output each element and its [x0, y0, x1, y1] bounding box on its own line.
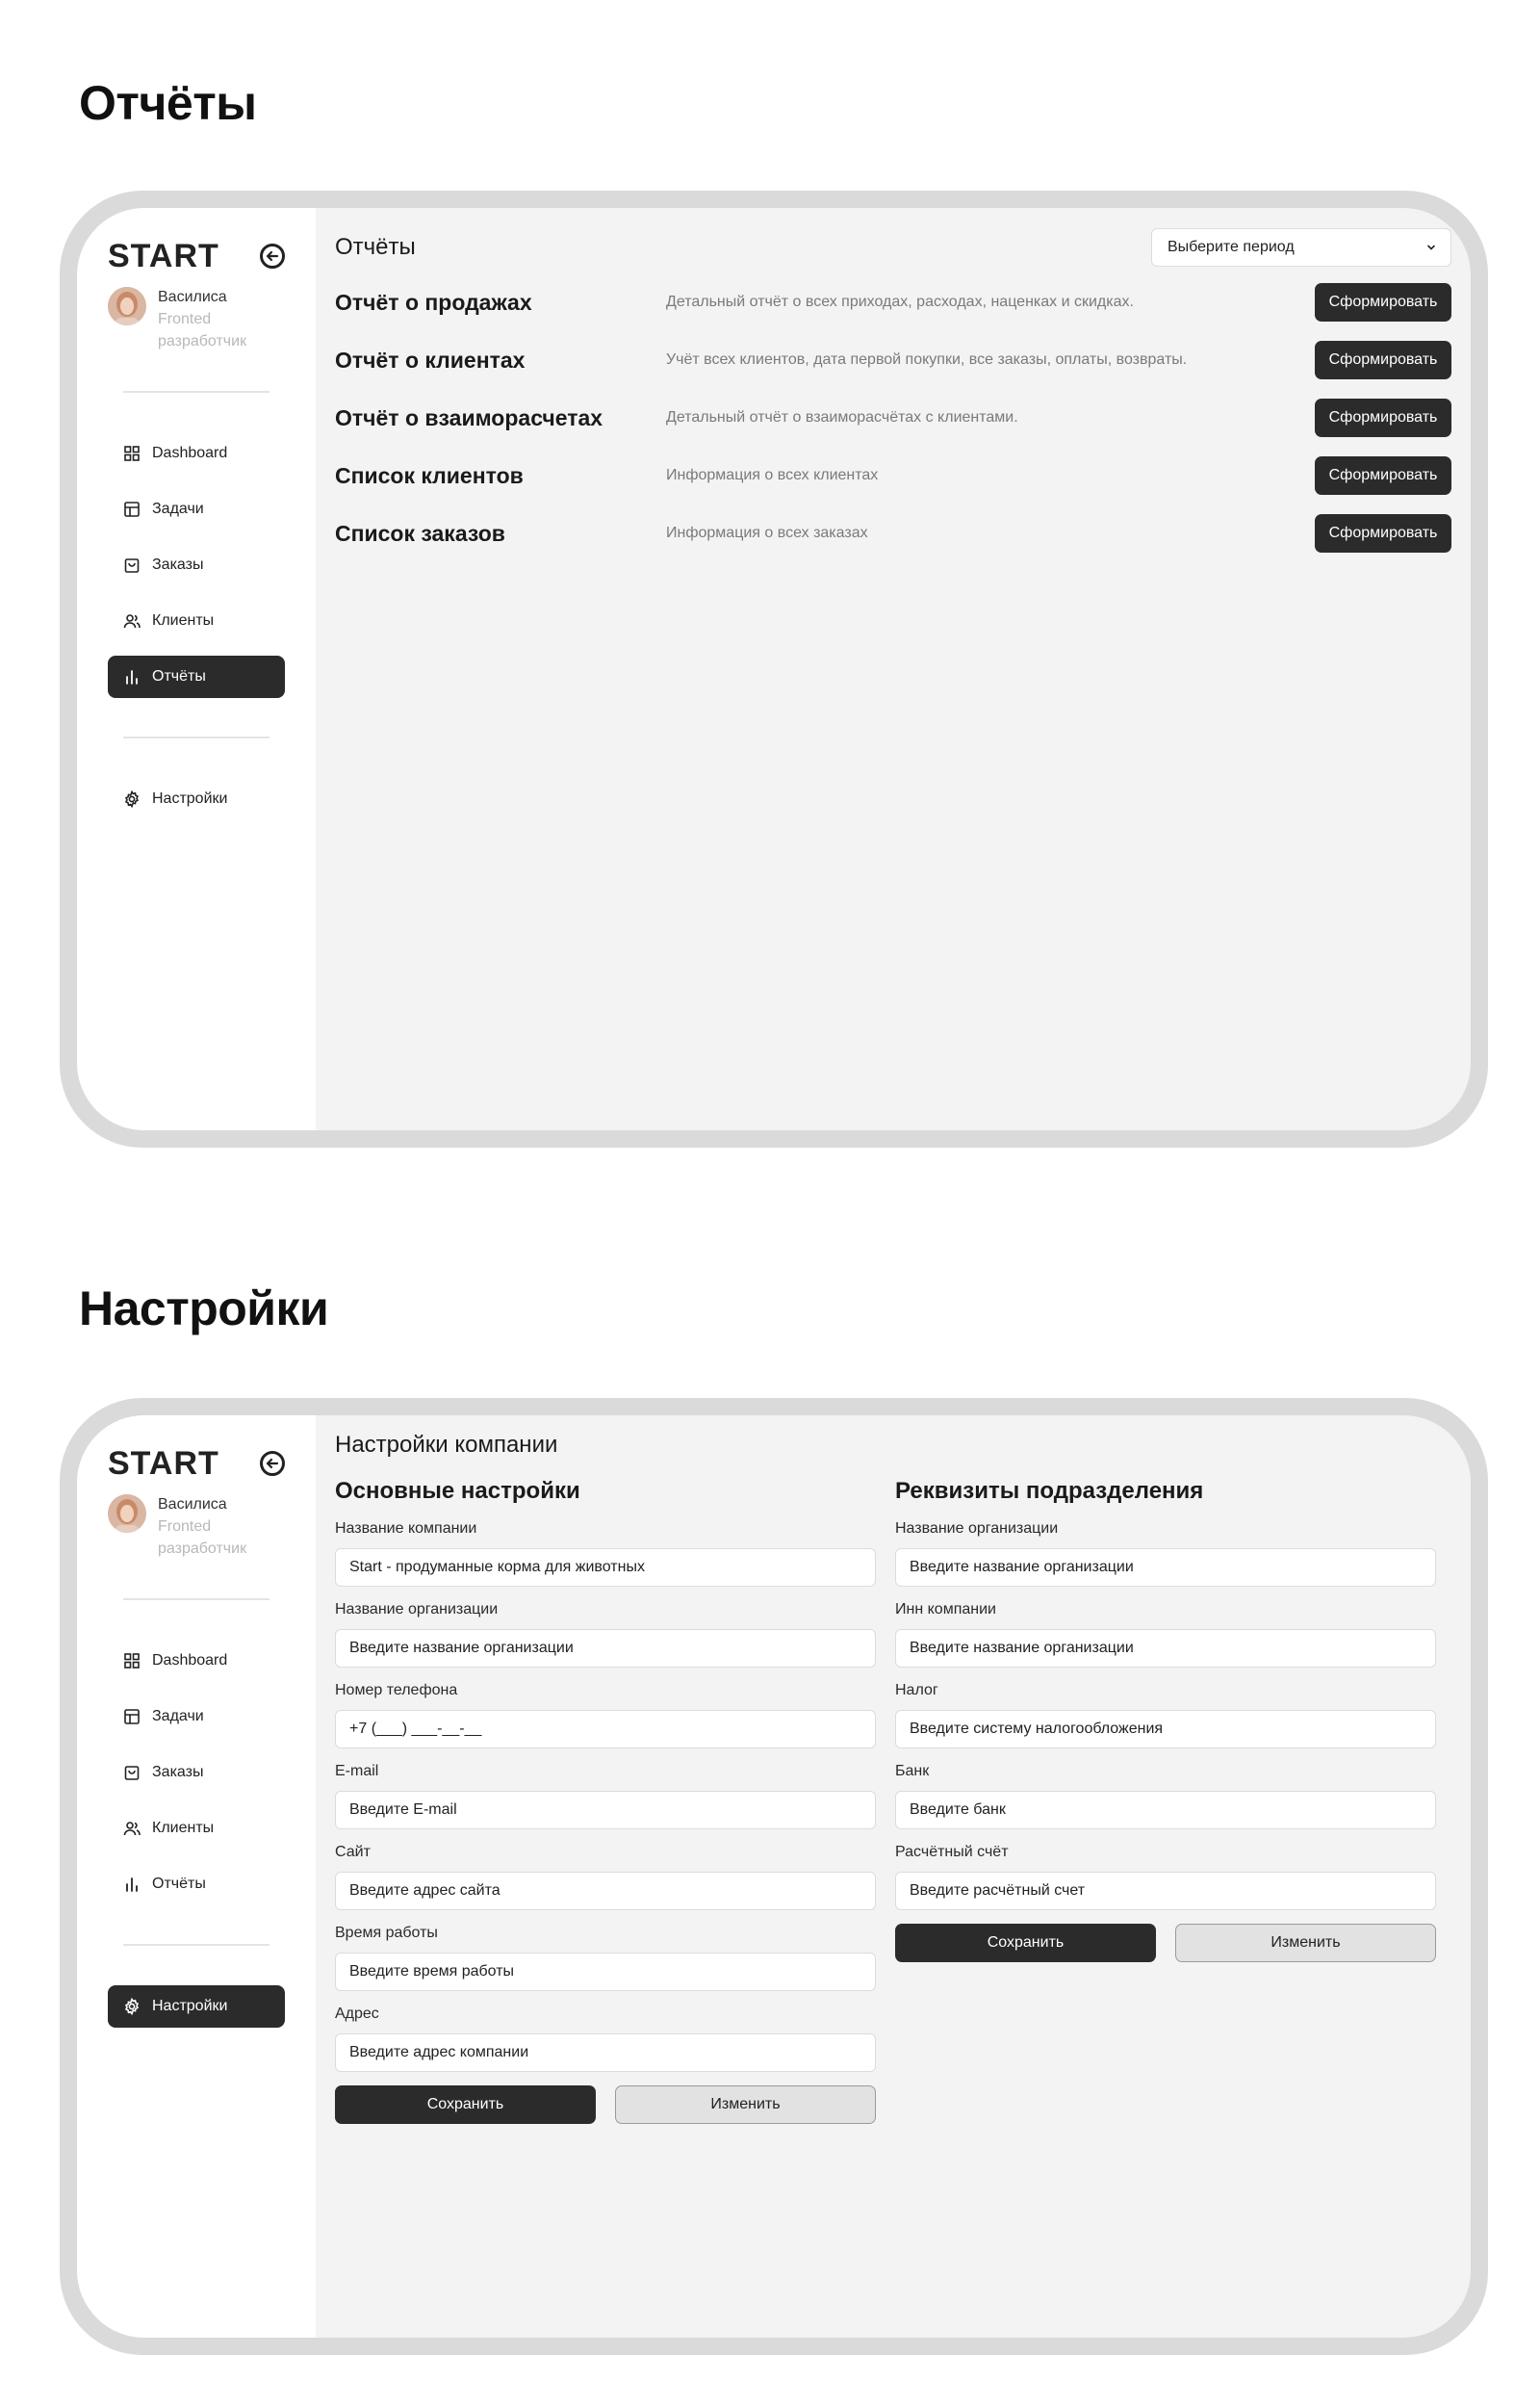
- sidebar-nav-secondary: [108, 1985, 285, 2028]
- report-name: Список клиентов: [335, 462, 524, 488]
- field-organization-name: [335, 1600, 876, 1668]
- field-label: Название организации: [335, 1601, 499, 1618]
- main-settings-column: [335, 1477, 876, 2124]
- company-name-input[interactable]: Start - продуманные корма для животных: [335, 1548, 876, 1587]
- user-profile[interactable]: [108, 287, 285, 352]
- sidebar-item-label: Отчёты: [152, 668, 206, 685]
- settings-columns: [335, 1477, 1451, 2124]
- screen-settings: [77, 1415, 1471, 2338]
- user-name: Василиса: [158, 1496, 227, 1513]
- sidebar-nav: [108, 1640, 285, 1905]
- generate-report-button[interactable]: Сформировать: [1315, 341, 1451, 379]
- arrow-left-icon: [266, 249, 279, 263]
- generate-report-button[interactable]: Сформировать: [1315, 456, 1451, 495]
- report-name: Отчёт о продажах: [335, 289, 532, 315]
- field-label: Адрес: [335, 2006, 379, 2022]
- field-label: Расчётный счёт: [895, 1844, 1009, 1860]
- field-label: E-mail: [335, 1763, 379, 1779]
- user-name: Василиса: [158, 289, 227, 305]
- brand-logo: START: [108, 1444, 219, 1482]
- report-name: Отчёт о взаиморасчетах: [335, 404, 603, 430]
- page-title: Настройки компании: [335, 1432, 558, 1458]
- report-row: [335, 283, 1451, 322]
- section-title-settings: Настройки: [79, 1281, 329, 1335]
- table-icon: [123, 1708, 141, 1725]
- edit-button[interactable]: Изменить: [1175, 1924, 1436, 1962]
- report-description: Информация о всех заказах: [666, 525, 868, 541]
- report-name: Список заказов: [335, 520, 505, 546]
- save-button[interactable]: Сохранить: [335, 2085, 596, 2124]
- gear-icon: [123, 1998, 141, 2015]
- email-input[interactable]: Введите E-mail: [335, 1791, 876, 1829]
- bar-chart-icon: [123, 668, 141, 686]
- field-phone: [335, 1681, 876, 1748]
- user-role: Fronted разработчик: [158, 1518, 247, 1557]
- sidebar-item-label: Клиенты: [152, 612, 215, 629]
- field-bank: [895, 1762, 1436, 1829]
- divider: [123, 1598, 270, 1600]
- requisites-column: [895, 1477, 1436, 2124]
- working-hours-input[interactable]: Введите время работы: [335, 1953, 876, 1991]
- gear-icon: [123, 790, 141, 808]
- sidebar: [77, 1415, 316, 2338]
- section-heading: Основные настройки: [335, 1478, 580, 1504]
- bag-icon: [123, 1764, 141, 1781]
- address-input[interactable]: Введите адрес компании: [335, 2033, 876, 2072]
- sidebar-item-settings[interactable]: [108, 1985, 285, 2028]
- sidebar-item-label: Dashboard: [152, 1652, 228, 1669]
- sidebar-item-label: Заказы: [152, 556, 204, 573]
- phone-input[interactable]: +7 (___) ___-__-__: [335, 1710, 876, 1748]
- field-inn: [895, 1600, 1436, 1668]
- sidebar-item-label: Заказы: [152, 1764, 204, 1780]
- save-button[interactable]: Сохранить: [895, 1924, 1156, 1962]
- report-row: [335, 399, 1451, 437]
- section-heading: Реквизиты подразделения: [895, 1478, 1204, 1504]
- field-tax: [895, 1681, 1436, 1748]
- report-description: Детальный отчёт о всех приходах, расходах, наценках и скидках.: [666, 294, 1134, 310]
- brand-row: [108, 1444, 285, 1483]
- report-description: Детальный отчёт о взаиморасчётах с клиентами.: [666, 409, 1018, 426]
- divider: [123, 391, 270, 393]
- field-label: Инн компании: [895, 1601, 996, 1618]
- brand-logo: START: [108, 237, 219, 274]
- sidebar-nav: [108, 432, 285, 698]
- field-label: Время работы: [335, 1925, 438, 1941]
- sidebar-item-orders[interactable]: [108, 544, 285, 586]
- bar-chart-icon: [123, 1876, 141, 1893]
- org-name-input[interactable]: Введите название организации: [895, 1548, 1436, 1587]
- user-profile[interactable]: [108, 1494, 285, 1560]
- collapse-sidebar-button[interactable]: [260, 244, 285, 269]
- generate-report-button[interactable]: Сформировать: [1315, 514, 1451, 553]
- collapse-sidebar-button[interactable]: [260, 1451, 285, 1476]
- field-working-hours: [335, 1924, 876, 1991]
- period-select-value: Выберите период: [1168, 239, 1295, 255]
- report-description: Информация о всех клиентах: [666, 467, 879, 483]
- field-email: [335, 1762, 876, 1829]
- divider: [123, 737, 270, 738]
- sidebar-item-settings[interactable]: [108, 778, 285, 820]
- bank-input[interactable]: Введите банк: [895, 1791, 1436, 1829]
- device-frame-settings: [60, 1398, 1488, 2355]
- sidebar-item-label: Настройки: [152, 1998, 228, 2014]
- tax-input[interactable]: Введите систему налогообложения: [895, 1710, 1436, 1748]
- sidebar-item-dashboard[interactable]: [108, 432, 285, 475]
- avatar: [108, 1494, 146, 1533]
- edit-button[interactable]: Изменить: [615, 2085, 876, 2124]
- sidebar-item-dashboard[interactable]: [108, 1640, 285, 1682]
- field-account: [895, 1843, 1436, 1910]
- sidebar-item-reports[interactable]: [108, 1863, 285, 1905]
- users-icon: [123, 612, 141, 630]
- reports-list: [335, 283, 1451, 553]
- generate-report-button[interactable]: Сформировать: [1315, 283, 1451, 322]
- sidebar: [77, 208, 316, 1130]
- field-website: [335, 1843, 876, 1910]
- sidebar-item-orders[interactable]: [108, 1751, 285, 1794]
- field-address: [335, 2005, 876, 2072]
- sidebar-item-label: Отчёты: [152, 1876, 206, 1892]
- settings-main: [316, 1415, 1471, 2338]
- report-row: [335, 514, 1451, 553]
- sidebar-item-clients[interactable]: [108, 1807, 285, 1850]
- account-input[interactable]: Введите расчётный счет: [895, 1872, 1436, 1910]
- page-title: Отчёты: [335, 234, 416, 260]
- sidebar-item-label: Dashboard: [152, 445, 228, 461]
- sidebar-nav-secondary: [108, 778, 285, 820]
- sidebar-item-label: Задачи: [152, 1708, 204, 1724]
- section-title-reports: Отчёты: [79, 76, 257, 130]
- sidebar-item-clients[interactable]: [108, 600, 285, 642]
- users-icon: [123, 1820, 141, 1837]
- sidebar-item-label: Задачи: [152, 501, 204, 517]
- field-company-name: [335, 1519, 876, 1587]
- chevron-down-icon: [1425, 242, 1437, 253]
- period-select[interactable]: [1151, 228, 1451, 267]
- field-label: Название компании: [335, 1520, 477, 1537]
- generate-report-button[interactable]: Сформировать: [1315, 399, 1451, 437]
- sidebar-item-label: Клиенты: [152, 1820, 215, 1836]
- field-label: Налог: [895, 1682, 938, 1698]
- device-frame-reports: [60, 191, 1488, 1148]
- field-label: Сайт: [335, 1844, 371, 1860]
- avatar: [108, 287, 146, 325]
- grid-icon: [123, 1652, 141, 1669]
- sidebar-item-reports[interactable]: [108, 656, 285, 698]
- grid-icon: [123, 445, 141, 462]
- report-name: Отчёт о клиентах: [335, 347, 526, 373]
- organization-name-input[interactable]: Введите название организации: [335, 1629, 876, 1668]
- sidebar-item-tasks[interactable]: [108, 1695, 285, 1738]
- button-row: [335, 2085, 876, 2124]
- screen-reports: [77, 208, 1471, 1130]
- field-label: Банк: [895, 1763, 930, 1779]
- arrow-left-icon: [266, 1457, 279, 1470]
- sidebar-item-tasks[interactable]: [108, 488, 285, 531]
- table-icon: [123, 501, 141, 518]
- inn-input[interactable]: Введите название организации: [895, 1629, 1436, 1668]
- sidebar-item-label: Настройки: [152, 790, 228, 807]
- website-input[interactable]: Введите адрес сайта: [335, 1872, 876, 1910]
- brand-row: [108, 237, 285, 275]
- divider: [123, 1944, 270, 1946]
- report-description: Учёт всех клиентов, дата первой покупки, все заказы, оплаты, возвраты.: [666, 351, 1188, 368]
- bag-icon: [123, 556, 141, 574]
- user-role: Fronted разработчик: [158, 311, 247, 349]
- field-org-name: [895, 1519, 1436, 1587]
- reports-header: [335, 227, 1451, 268]
- button-row: [895, 1924, 1436, 1962]
- field-label: Название организации: [895, 1520, 1059, 1537]
- report-row: [335, 341, 1451, 379]
- field-label: Номер телефона: [335, 1682, 458, 1698]
- report-row: [335, 456, 1451, 495]
- reports-main: [316, 208, 1471, 1130]
